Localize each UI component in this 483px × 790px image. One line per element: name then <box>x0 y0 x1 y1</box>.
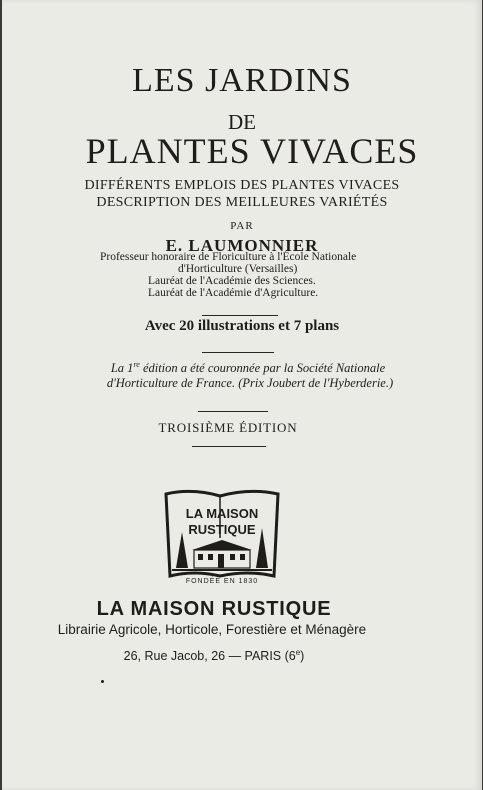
subtitle-line-1: DIFFÉRENTS EMPLOIS DES PLANTES VIVACES <box>84 178 400 193</box>
edition-award-line-1: La 1re édition a été couronnée par la Société Nationale <box>110 360 386 376</box>
illustrations-note: Avec 20 illustrations et 7 plans <box>144 318 340 334</box>
title-line-1: LES JARDINS <box>132 62 352 99</box>
credential-line: d'Horticulture (Versailles) <box>178 263 298 275</box>
author-name: E. LAUMONNIER <box>165 236 319 255</box>
subtitle-line-2: DESCRIPTION DES MEILLEURES VARIÉTÉS <box>96 195 388 210</box>
divider <box>202 315 278 316</box>
publisher-address: 26, Rue Jacob, 26 — PARIS (6e) <box>123 648 305 664</box>
book-title-page <box>2 0 482 790</box>
logo-founded: FONDÉE EN 1830 <box>185 578 259 585</box>
logo-line-2: RUSTIQUE <box>188 522 256 537</box>
divider <box>192 446 266 447</box>
author-credentials <box>100 251 400 299</box>
publisher-logo <box>162 488 282 588</box>
logo-line-1: LA MAISON <box>185 506 259 521</box>
by-label: PAR <box>230 220 254 232</box>
publisher-name: LA MAISON RUSTIQUE <box>96 598 332 620</box>
edition-award-line-2: d'Horticulture de France. (Prix Joubert de l'Hyberderie.) <box>106 376 394 390</box>
credential-line: Lauréat de l'Académie d'Agriculture. <box>148 287 319 299</box>
ink-mark <box>101 680 104 683</box>
publisher-description: Librairie Agricole, Horticole, Forestière et Ménagère <box>57 622 367 637</box>
title-line-2: DE <box>228 110 256 134</box>
divider <box>198 411 268 412</box>
edition-label: TROISIÈME ÉDITION <box>158 420 298 435</box>
title-line-3: PLANTES VIVACES <box>85 131 419 171</box>
credential-line: Lauréat de l'Académie des Sciences. <box>148 275 316 287</box>
credential-line: Professeur honoraire de Floriculture à l'École Nationale <box>100 251 357 263</box>
divider <box>202 352 274 353</box>
